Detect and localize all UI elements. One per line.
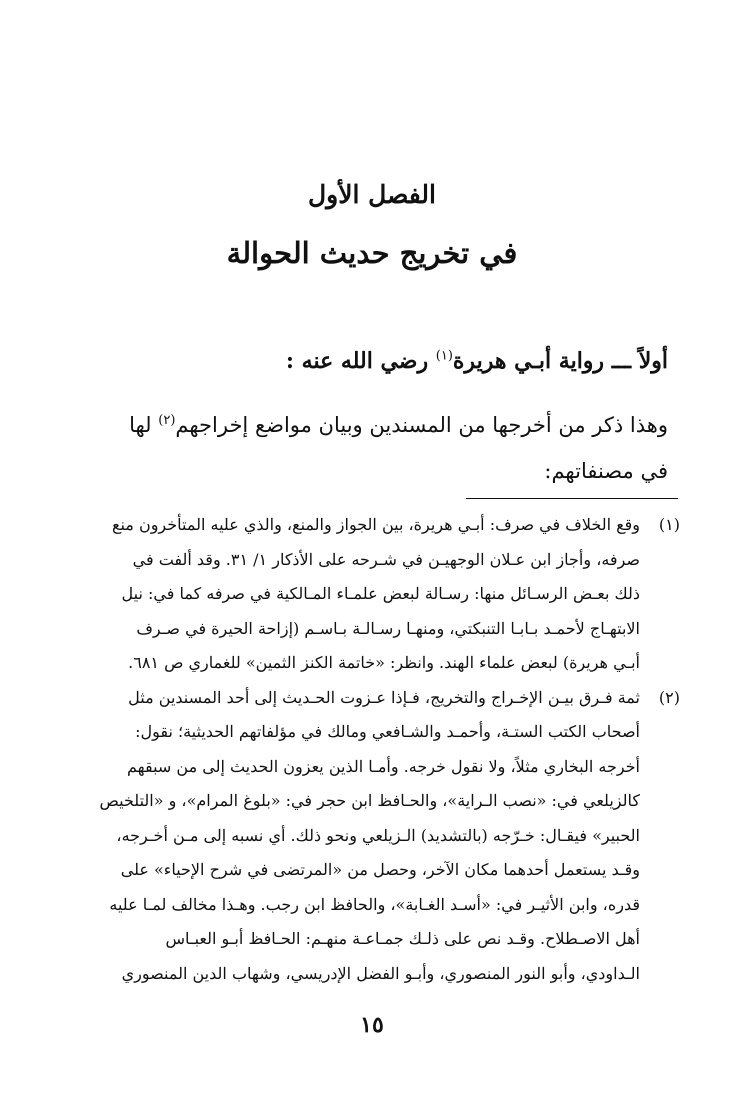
footnote-line: الـداودي، وأبو النور المنصوري، وأبـو الفضل الإدريسي، وشهاب الدين المنصوري: [121, 963, 640, 983]
section-heading: [60, 348, 668, 374]
footnote-line: ثمة فـرق بيـن الإخـراج والتخريج، فـإذا عـزوت الحـديث إلى أحد المسندين مثل: [128, 687, 640, 707]
footnote-line: أهل الاصـطلاح. وقـد نص على ذلـك جمـاعـة منهـم: الحـافظ أبـو العبـاس: [165, 929, 640, 948]
footnote-line: أصحاب الكتب الستـة، وأحمـد والشـافعي ومالك في مؤلفاتهم الحديثية؛ نقول:: [135, 722, 640, 741]
footnote-number: (٢): [658, 687, 680, 707]
footnote-2: [66, 681, 680, 992]
footnote-separator: [466, 498, 678, 499]
section-heading-main: أولاً ـــ رواية أبـي هريرة: [452, 348, 668, 374]
footnote-line: وقع الخلاف في صرف: أبـي هريرة، بين الجواز والمنع، والذي عليه المتأخرون منع: [111, 515, 640, 534]
body-paragraph: [70, 398, 668, 494]
footnote-line: قدره، وابن الأثيـر في: «أسـد الغـابة»، والحافظ ابن رجب. وهـذا مخالف لمـا عليه: [109, 894, 640, 914]
footnote-ref-2: (٢): [158, 413, 176, 428]
body-line-tail: لها: [129, 413, 159, 437]
chapter-subtitle: في تخريج حديث الحوالة: [226, 236, 518, 270]
footnote-line: ذلك بعـض الرسـائل منها: رسـالة لبعض علمـاء المـالكية في صرفه كما في: نيل: [121, 584, 640, 603]
footnote-line: أخرجه البخاري مثلاً، ولا نقول خرجه. وأمـا الذين يعزون الحديث إلى من سبقهم: [126, 756, 640, 776]
body-line: في مصنفاتهم:: [544, 459, 668, 483]
body-line: [70, 398, 668, 448]
section-heading-tail: رضي الله عنه :: [285, 348, 436, 374]
page-number: ١٥: [360, 1012, 384, 1038]
footnote-number: (١): [658, 515, 680, 534]
body-line-text: وهذا ذكر من أخرجها من المسندين وبيان مواضع إخراجهم: [175, 413, 668, 437]
footnote-line: الحبير» فيقـال: خـرّجه (بالتشديد) الـزيلعي ونحو ذلك. أي نسبه إلى مـن أخـرجه،: [116, 825, 640, 845]
chapter-title: الفصل الأول: [308, 180, 436, 209]
footnote-line: أبـي هريرة) لبعض علماء الهند. وانظر: «خاتمة الكنز الثمين» للغماري ص ٦٨١.: [128, 653, 640, 672]
footnote-line: كالزيلعي في: «نصب الـراية»، والحـافظ ابن حجر في: «بلوغ المرام»، و «التلخيص: [99, 791, 640, 810]
footnote-line: الابتهـاج لأحمـد بـابـا التنبكتي، ومنهـا رسـالـة بـاسـم (إزاحة الحيرة في صـرف: [136, 618, 640, 638]
footnote-ref-1: (١): [435, 348, 453, 364]
footnote-line: صرفه، وأجاز ابن عـلان الوجهيـن في شـرحه على الأذكار ١/ ٣١. وقد ألفت في: [132, 549, 640, 569]
footnote-line: وقـد يستعمل أحدهما مكان الآخر، وحصل من «المرتضى في شرح الإحياء» على: [120, 860, 640, 879]
footnotes: [66, 508, 680, 991]
footnote-1: [66, 508, 680, 681]
